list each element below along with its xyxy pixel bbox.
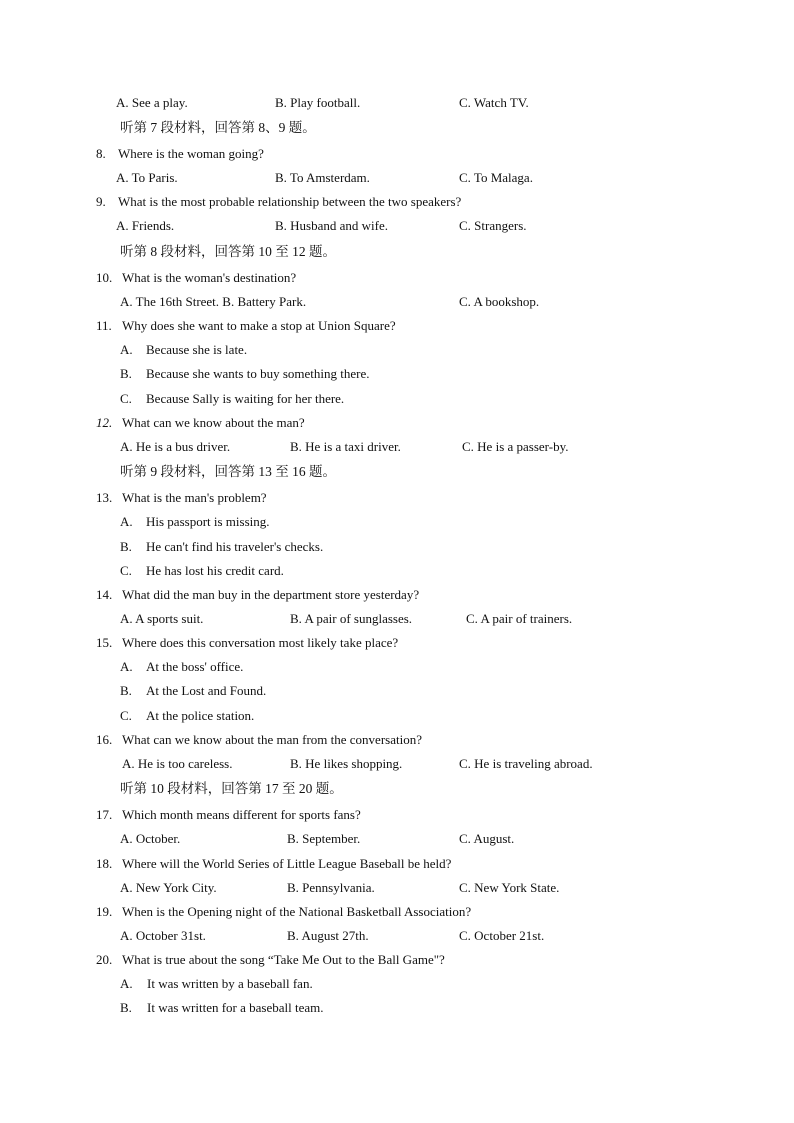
option-b: B. To Amsterdam. (275, 170, 370, 185)
question-number: 15. (96, 635, 113, 650)
question-text: Which month means different for sports fans? (122, 807, 361, 822)
option-text: His passport is missing. (146, 514, 270, 529)
option-a: A. A sports suit. (120, 611, 204, 626)
question-11 (0, 317, 794, 335)
options-row (0, 217, 794, 235)
option-letter: C. (120, 391, 132, 406)
top-options-row (0, 94, 794, 112)
option-text: Because she wants to buy something there. (146, 366, 370, 381)
option-row-a (0, 658, 794, 676)
question-number: 18. (96, 856, 113, 871)
option-b: B. A pair of sunglasses. (290, 611, 413, 626)
question-text: Where does this conversation most likely take place? (122, 635, 399, 650)
option-text: Because she is late. (146, 342, 248, 357)
question-20 (0, 951, 794, 969)
section-heading: 听第 9 段材料，回答第 13 至 16 题。 (120, 464, 336, 479)
question-9 (0, 193, 794, 211)
option-letter: A. (120, 976, 133, 991)
option-ab: A. The 16th Street. B. Battery Park. (120, 294, 307, 309)
option-c: C. A bookshop. (459, 294, 540, 309)
question-number: 17. (96, 807, 113, 822)
question-number: 9. (96, 194, 106, 209)
option-letter: C. (120, 708, 132, 723)
question-text: Where will the World Series of Little League Baseball be held? (122, 856, 452, 871)
section-heading: 听第 7 段材料，回答第 8、9 题。 (120, 120, 316, 135)
question-number: 20. (96, 952, 113, 967)
option-c: C. August. (459, 831, 515, 846)
question-text: What did the man buy in the department store yesterday? (122, 587, 420, 602)
option-row-c (0, 562, 794, 580)
question-number: 8. (96, 146, 106, 161)
options-row (0, 927, 794, 945)
question-13 (0, 489, 794, 507)
option-b: B. He likes shopping. (290, 756, 403, 771)
options-row (0, 879, 794, 897)
option-row-a (0, 513, 794, 531)
section-heading: 听第 10 段材料，回答第 17 至 20 题。 (120, 781, 343, 796)
question-text: When is the Opening night of the National Basketball Association? (122, 904, 472, 919)
option-c: C. He is a passer-by. (462, 439, 569, 454)
question-8 (0, 145, 794, 163)
option-row-b (0, 365, 794, 383)
question-text: What can we know about the man from the conversation? (122, 732, 422, 747)
options-row (0, 755, 794, 773)
option-letter: A. (120, 659, 133, 674)
option-row-b (0, 538, 794, 556)
question-18 (0, 855, 794, 873)
option-row-a (0, 341, 794, 359)
question-number: 16. (96, 732, 113, 747)
options-row (0, 830, 794, 848)
question-number: 14. (96, 587, 113, 602)
question-19 (0, 903, 794, 921)
question-15 (0, 634, 794, 652)
option-c: C. A pair of trainers. (466, 611, 573, 626)
section-heading: 听第 8 段材料，回答第 10 至 12 题。 (120, 244, 336, 259)
option-a: A. Friends. (116, 218, 175, 233)
question-text: What is the most probable relationship between the two speakers? (118, 194, 462, 209)
question-14 (0, 586, 794, 604)
option-c: C. Strangers. (459, 218, 527, 233)
option-a: A. October 31st. (120, 928, 206, 943)
option-a: A. October. (120, 831, 181, 846)
option-text: He can't find his traveler's checks. (146, 539, 324, 554)
option-b: B. Play football. (275, 95, 361, 110)
option-a: A. He is too careless. (122, 756, 233, 771)
question-10 (0, 269, 794, 287)
option-letter: B. (120, 539, 132, 554)
question-text: What can we know about the man? (122, 415, 305, 430)
question-number: 11. (96, 318, 112, 333)
option-row-c (0, 390, 794, 408)
question-number: 10. (96, 270, 113, 285)
question-text: Where is the woman going? (118, 146, 264, 161)
options-row (0, 293, 794, 311)
question-text: Why does she want to make a stop at Union Square? (122, 318, 396, 333)
question-text: What is true about the song “Take Me Out to the Ball Game"? (122, 952, 445, 967)
option-c: C. He is traveling abroad. (459, 756, 593, 771)
option-a: A. New York City. (120, 880, 217, 895)
option-b: B. He is a taxi driver. (290, 439, 401, 454)
option-text: It was written by a baseball fan. (147, 976, 313, 991)
option-letter: B. (120, 683, 132, 698)
option-row-a (0, 975, 794, 993)
question-17 (0, 806, 794, 824)
question-12 (0, 414, 794, 432)
option-text: At the boss' office. (146, 659, 244, 674)
option-row-b (0, 999, 794, 1017)
option-a: A. See a play. (116, 95, 188, 110)
option-c: C. To Malaga. (459, 170, 533, 185)
option-b: B. September. (287, 831, 361, 846)
option-b: B. Pennsylvania. (287, 880, 375, 895)
option-letter: A. (120, 514, 133, 529)
option-text: It was written for a baseball team. (147, 1000, 324, 1015)
options-row (0, 438, 794, 456)
option-text: At the police station. (146, 708, 255, 723)
option-row-b (0, 682, 794, 700)
option-text: At the Lost and Found. (146, 683, 267, 698)
options-row (0, 610, 794, 628)
option-letter: C. (120, 563, 132, 578)
option-text: He has lost his credit card. (146, 563, 284, 578)
option-letter: B. (120, 366, 132, 381)
question-text: What is the woman's destination? (122, 270, 297, 285)
option-b: B. Husband and wife. (275, 218, 389, 233)
option-letter: B. (120, 1000, 132, 1015)
option-b: B. August 27th. (287, 928, 369, 943)
option-row-c (0, 707, 794, 725)
option-c: C. October 21st. (459, 928, 545, 943)
option-a: A. To Paris. (116, 170, 178, 185)
question-text: What is the man's problem? (122, 490, 267, 505)
question-number: 12. (96, 415, 113, 430)
option-letter: A. (120, 342, 133, 357)
option-a: A. He is a bus driver. (120, 439, 231, 454)
option-text: Because Sally is waiting for her there. (146, 391, 345, 406)
option-c: C. New York State. (459, 880, 560, 895)
option-c: C. Watch TV. (459, 95, 529, 110)
question-16 (0, 731, 794, 749)
question-number: 19. (96, 904, 113, 919)
question-number: 13. (96, 490, 113, 505)
options-row (0, 169, 794, 187)
